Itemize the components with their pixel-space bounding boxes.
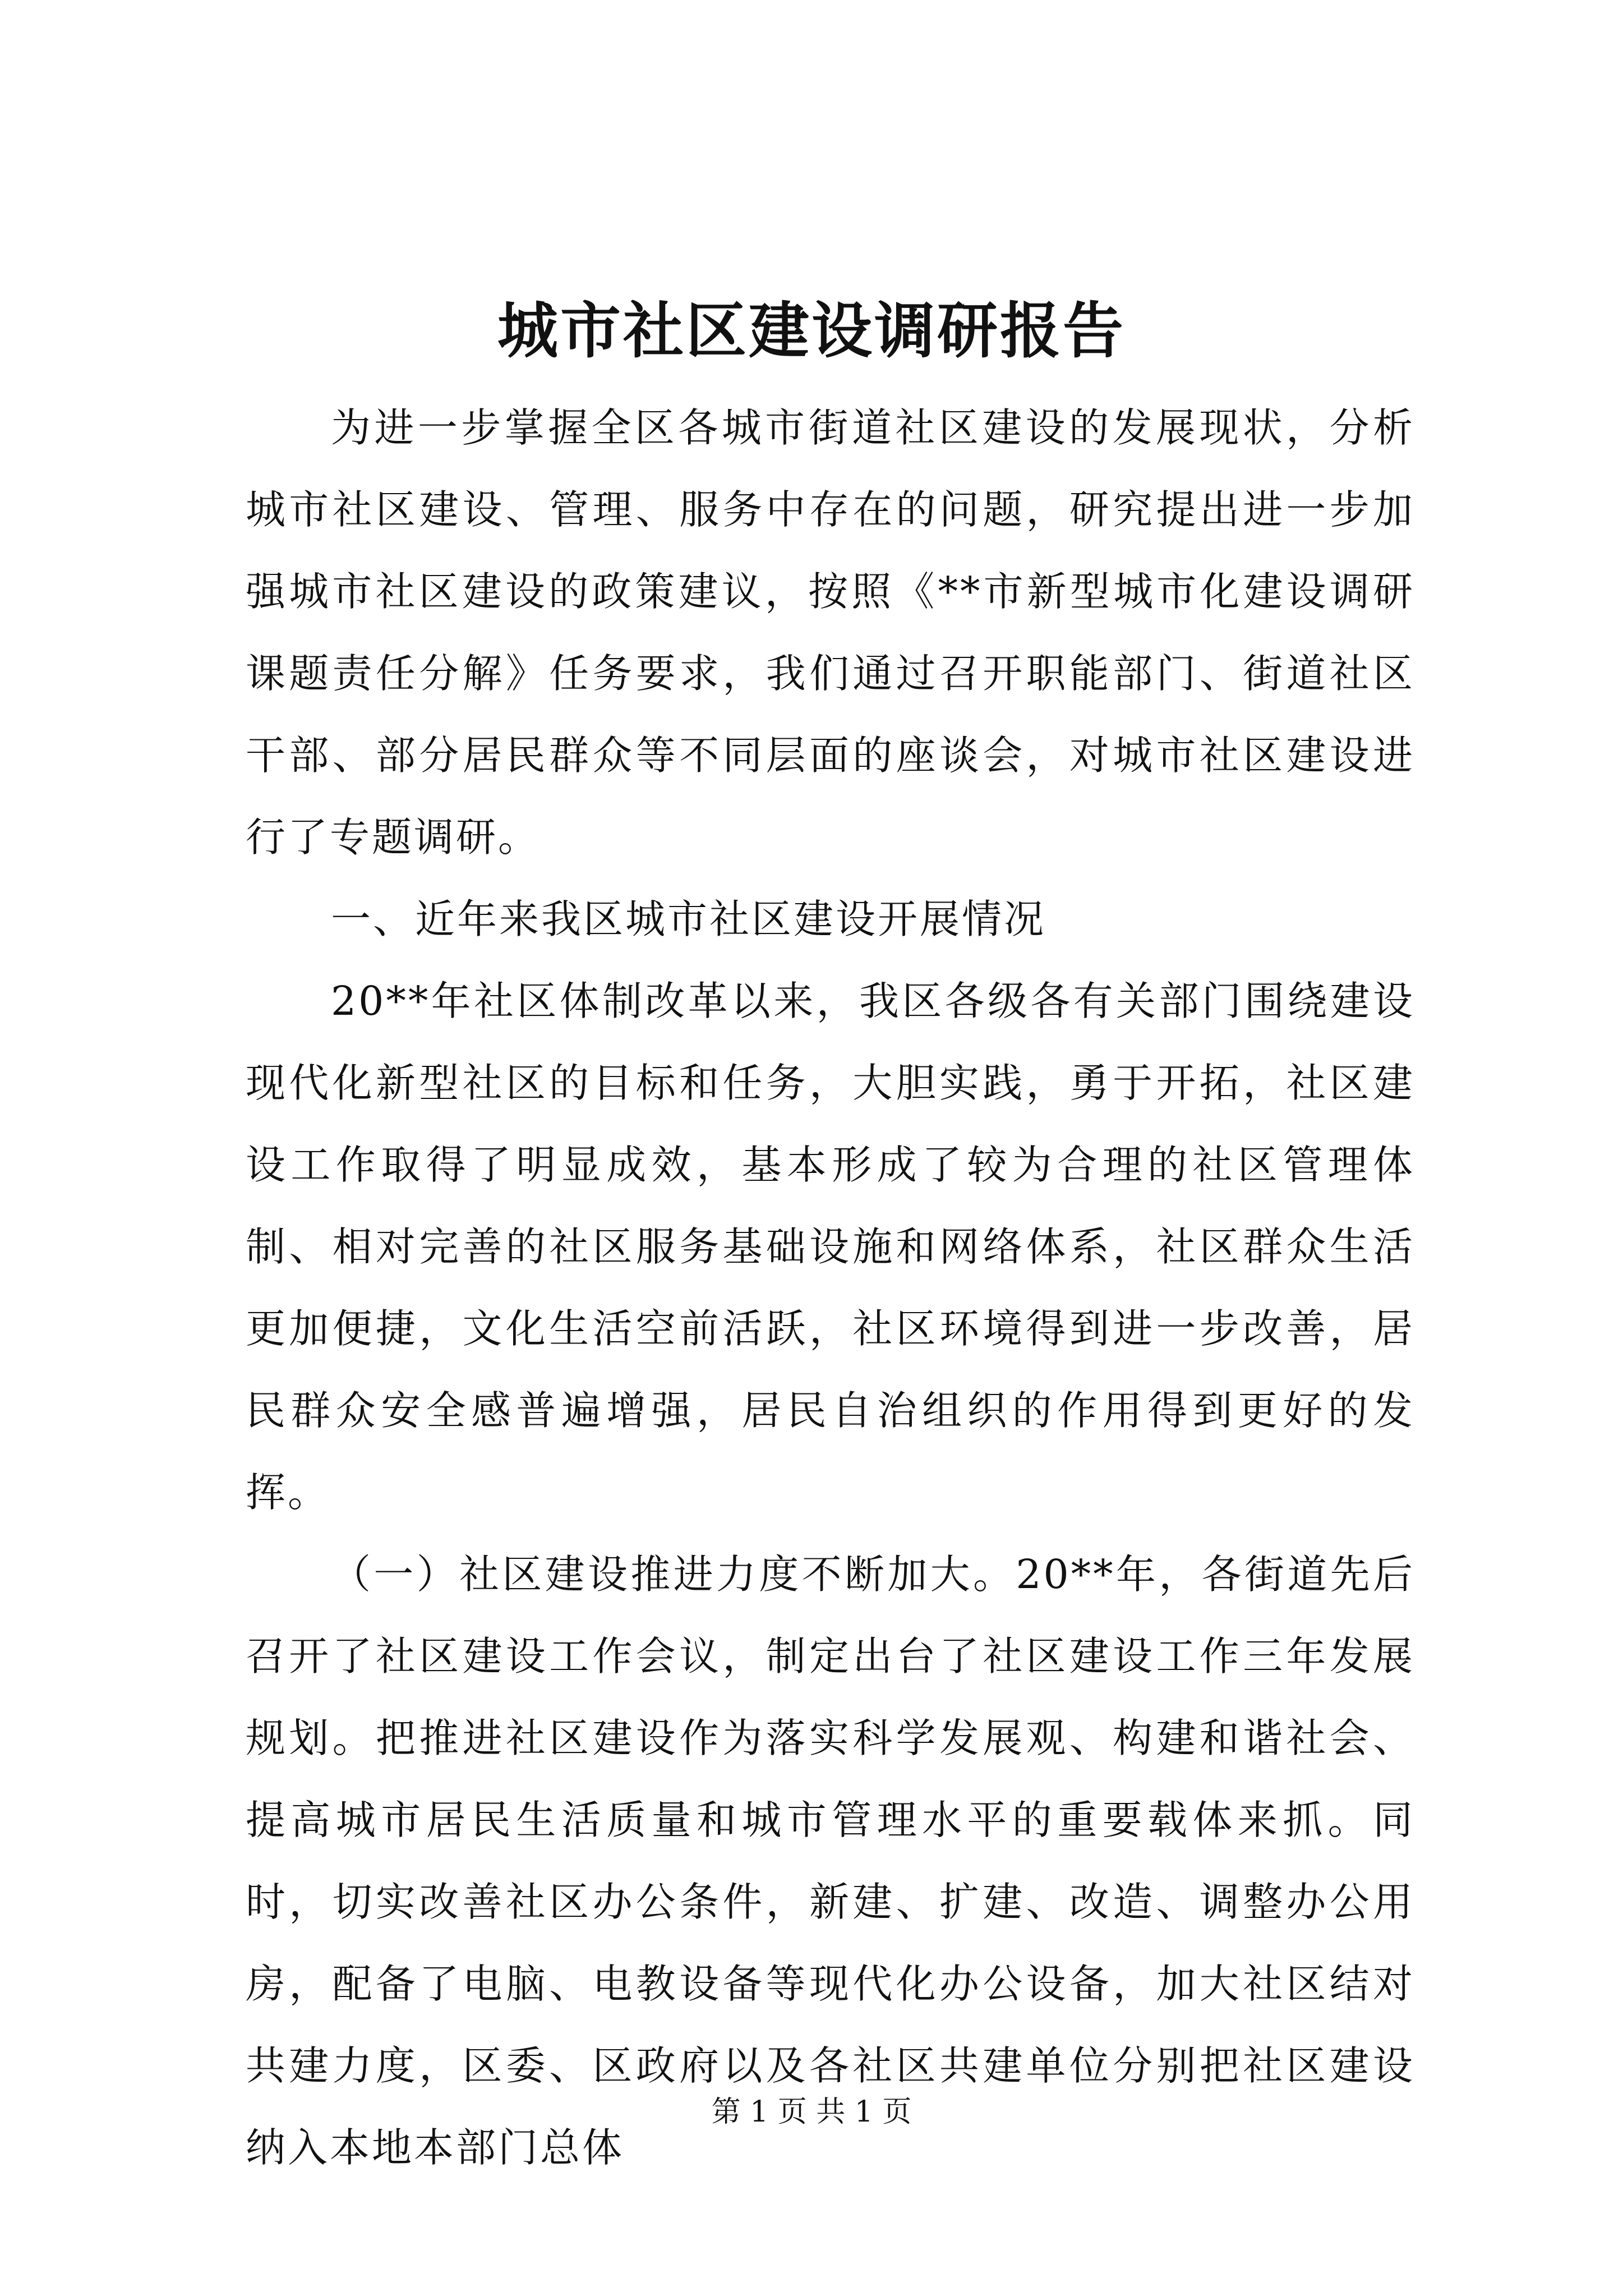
- document-body: [246, 387, 1415, 2189]
- paragraph-intro: 为进一步掌握全区各城市街道社区建设的发展现状，分析城市社区建设、管理、服务中存在的问题，研究提出进一步加强城市社区建设的政策建议，按照《**市新型城市化建设调研课题责任分解》任务要求，我们通过召开职能部门、街道社区干部、部分居民群众等不同层面的座谈会，对城市社区建设进行了专题调研。: [246, 404, 1415, 861]
- paragraph-subsection-1: （一）社区建设推进力度不断加大。20**年，各街道先后召开了社区建设工作会议，制定出台了社区建设工作三年发展规划。把推进社区建设作为落实科学发展观、构建和谐社会、提高城市居民生活质量和城市管理水平的重要载体来抓。同时，切实改善社区办公条件，新建、扩建、改造、调整办公用房，配备了电脑、电教设备等现代化办公设备，加大社区结对共建力度，区委、区政府以及各社区共建单位分别把社区建设纳入本地本部门总体: [246, 1551, 1415, 2171]
- document-title: 城市社区建设调研报告: [497, 296, 1126, 366]
- paragraph-overview: 20**年社区体制改革以来，我区各级各有关部门围绕建设现代化新型社区的目标和任务，大胆实践，勇于开拓，社区建设工作取得了明显成效，基本形成了较为合理的社区管理体制、相对完善的社区服务基础设施和网络体系，社区群众生活更加便捷，文化生活空前活跃，社区环境得到进一步改善，居民群众安全感普遍增强，居民自治组织的作用得到更好的发挥。: [246, 978, 1415, 1516]
- page-footer: 第 1 页 共 1 页: [711, 2095, 912, 2129]
- section-heading: 一、近年来我区城市社区建设开展情况: [331, 896, 1046, 942]
